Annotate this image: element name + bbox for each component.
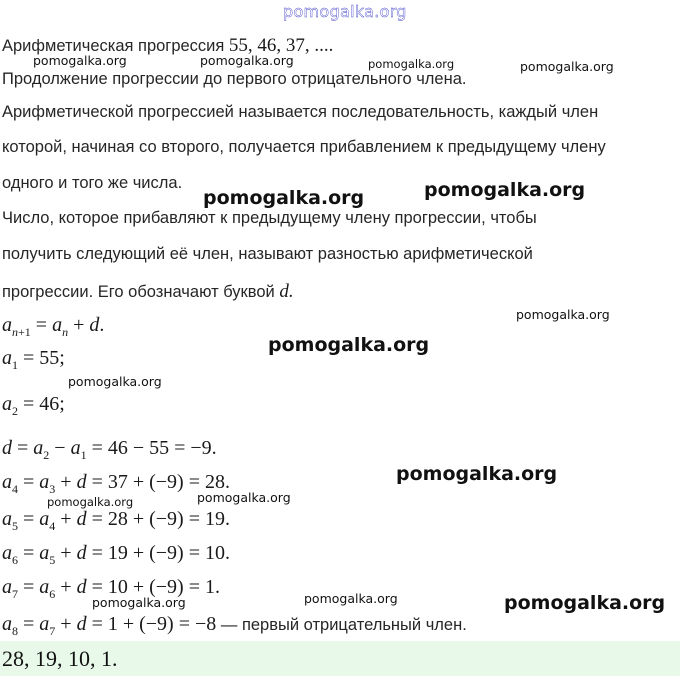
watermark: pomogalka.org [304,591,398,606]
theory-line: получить следующий её член, называют разностью арифметической [2,245,533,263]
watermark: pomogalka.org [424,179,586,201]
formula-general: $a_{n+1} = a_n + d$. [2,314,105,339]
watermark-top: pomogalka.org [283,2,407,21]
watermark: pomogalka.org [92,595,186,610]
theory-line: одного и того же числа. [2,174,183,192]
watermark: pomogalka.org [197,490,291,505]
watermark: pomogalka.org [368,57,455,71]
answer-text: 28, 19, 10, 1. [2,646,118,671]
watermark: pomogalka.org [33,53,127,68]
watermark: pomogalka.org [68,374,162,389]
theory-line: Арифметической прогрессией называется последовательность, каждый член [2,103,599,121]
formula-d: $d = a_2 - a_1 = 46 - 55 = -9$. [2,437,217,462]
watermark: pomogalka.org [396,463,558,485]
watermark: pomogalka.org [504,592,666,614]
theory-line: Число, которое прибавляют к предыдущему члену прогрессии, чтобы [2,209,537,227]
watermark: pomogalka.org [47,495,134,509]
progression-terms: 55, 46, 37, .... [228,35,334,56]
formula-a6: $a_6 = a_5 + d = 19 + (-9) = 10$. [2,542,230,567]
answer-panel [0,641,680,676]
theory-line [2,280,294,304]
theory-line: которой, начиная со второго, получается прибавлением к предыдущему члену [2,138,606,156]
first-negative-note: — первый отрицательный член. [216,616,467,634]
formula-a2: $a_2 = 46$; [2,393,65,418]
watermark: pomogalka.org [203,187,365,209]
formula-a5: $a_5 = a_4 + d = 28 + (-9) = 19$. [2,508,230,533]
formula-a7: $a_7 = a_6 + d = 10 + (-9) = 1$. [2,576,220,601]
theory-text: прогрессии. Его обозначают буквой [2,283,280,301]
watermark: pomogalka.org [516,307,610,322]
watermark: pomogalka.org [268,334,430,356]
watermark: pomogalka.org [520,59,614,74]
problem-line-2: Продолжение прогрессии до первого отрицательного члена. [2,70,467,88]
problem-text: Арифметическая прогрессия [2,37,229,55]
formula-a4: $a_4 = a_3 + d = 37 + (-9) = 28$. [2,471,230,496]
formula-a8: $a_8 = a_7 + d = 1 + (-9) = -8$ — первый отрицательный член. [2,613,467,638]
variable-d: d. [279,281,294,302]
formula-a1: $a_1 = 55$; [2,347,65,372]
watermark: pomogalka.org [200,53,294,68]
